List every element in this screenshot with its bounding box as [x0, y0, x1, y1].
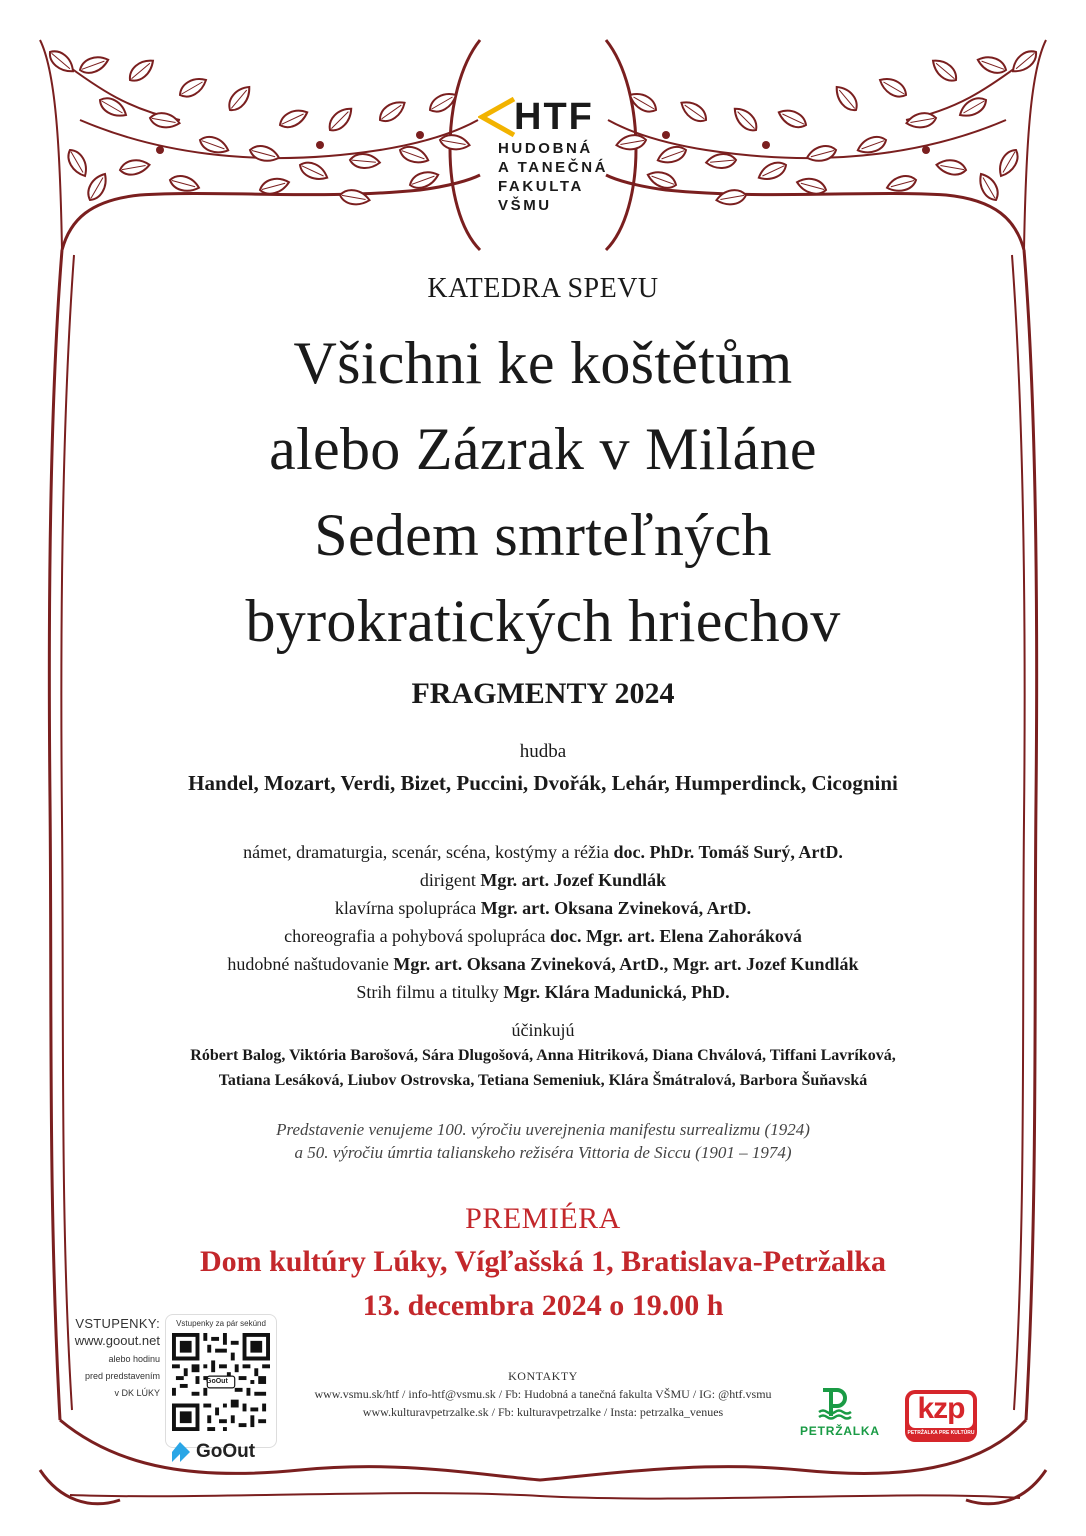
- composers: Handel, Mozart, Verdi, Bizet, Puccini, Dvořák, Lehár, Humperdinck, Cicognini: [188, 771, 898, 795]
- kzp-logo[interactable]: [903, 1388, 979, 1444]
- credit-role: choreografia a pohybová spolupráca: [284, 926, 546, 946]
- music-label: hudba: [519, 741, 567, 762]
- premiere-venue: Dom kultúry Lúky, Vígľašská 1, Bratislava-Petržalka: [199, 1245, 887, 1278]
- credit-name: doc. Mgr. art. Elena Zahoráková: [550, 926, 802, 946]
- title-line-1: Všichni ke koštětům: [293, 330, 793, 396]
- credit-line: [0, 866, 1086, 894]
- triangle-logo-icon: [478, 95, 518, 139]
- dedication-line-1: Predstavenie venujeme 100. výročiu uverejnenia manifestu surrealizmu (1924): [276, 1120, 810, 1139]
- credit-line: [0, 922, 1086, 950]
- festival-name: FRAGMENTY 2024: [411, 677, 675, 710]
- credit-role: Strih filmu a titulky: [356, 982, 499, 1002]
- title-line-4: byrokratických hriechov: [245, 588, 841, 654]
- tickets-alt-line: v DK LÚKY: [114, 1388, 160, 1398]
- credit-name: Mgr. art. Oksana Zvineková, ArtD.: [480, 898, 752, 918]
- tickets-alt-line: alebo hodinu: [108, 1354, 160, 1364]
- htf-mark: HTF: [514, 95, 594, 138]
- credit-role: námet, dramaturgia, scenár, scéna, kostýmy a réžia: [243, 842, 609, 862]
- petrzalka-label: PETRŽALKA: [800, 1424, 880, 1438]
- qr-badge: GoOut: [206, 1378, 228, 1385]
- petrzalka-emblem-icon: [817, 1386, 853, 1420]
- cast-line-1: Róbert Balog, Viktória Barošová, Sára Dlugošová, Anna Hitriková, Diana Chválová, Tiffani Lavríková,: [190, 1047, 896, 1064]
- kzp-label: kzp: [917, 1392, 965, 1425]
- faculty-line-4: VŠMU: [498, 197, 552, 214]
- credit-role: dirigent: [419, 870, 476, 890]
- faculty-line-2: A TANEČNÁ: [498, 159, 609, 176]
- credit-name: Mgr. art. Oksana Zvineková, ArtD., Mgr. art. Jozef Kundlák: [393, 954, 859, 974]
- credit-role: hudobné naštudovanie: [227, 954, 389, 974]
- htf-logo: [478, 95, 638, 215]
- department: KATEDRA SPEVU: [427, 273, 659, 304]
- goout-logo[interactable]: [168, 1440, 255, 1464]
- faculty-line-1: HUDOBNÁ: [498, 140, 593, 157]
- goout-label: GoOut: [196, 1441, 256, 1462]
- tickets-alt-line: pred predstavením: [84, 1371, 160, 1381]
- credit-name: doc. PhDr. Tomáš Surý, ArtD.: [613, 842, 843, 862]
- credit-line: [0, 950, 1086, 978]
- goout-icon: [168, 1440, 192, 1464]
- credit-line: [0, 838, 1086, 866]
- qr-caption: Vstupenky za pár sekúnd: [176, 1319, 266, 1328]
- premiere-label: PREMIÉRA: [465, 1202, 621, 1235]
- contacts-line-2[interactable]: www.kulturavpetrzalke.sk / Fb: kulturavpetrzalke / Insta: petrzalka_venues: [362, 1405, 724, 1419]
- contacts-heading: KONTAKTY: [508, 1369, 578, 1383]
- faculty-line-3: FAKULTA: [498, 178, 584, 195]
- title-line-2: alebo Zázrak v Miláne: [269, 416, 817, 482]
- credit-line: [0, 894, 1086, 922]
- kzp-sublabel: PETRŽALKA PRE KULTÚRU: [907, 1430, 975, 1436]
- tickets-label: VSTUPENKY:: [75, 1316, 160, 1331]
- contacts-line-1[interactable]: www.vsmu.sk/htf / info-htf@vsmu.sk / Fb: Hudobná a tanečná fakulta VŠMU / IG: @htf.vsmu: [314, 1387, 772, 1401]
- cast-line-2: Tatiana Lesáková, Liubov Ostrovska, Tetiana Semeniuk, Klára Šmátralová, Barbora Šuňavská: [218, 1072, 868, 1089]
- credit-line: [0, 978, 1086, 1006]
- premiere-date: 13. decembra 2024 o 19.00 h: [362, 1289, 724, 1322]
- credit-role: klavírna spolupráca: [334, 898, 477, 918]
- tickets-site[interactable]: www.goout.net: [74, 1333, 160, 1348]
- cast-label: účinkujú: [511, 1020, 575, 1040]
- petrzalka-logo[interactable]: [800, 1386, 880, 1438]
- title-line-3: Sedem smrteľných: [314, 502, 772, 568]
- dedication-line-2: a 50. výročiu úmrtia talianskeho režiséra Vittoria de Siccu (1901 – 1974): [294, 1143, 792, 1162]
- credit-name: Mgr. art. Jozef Kundlák: [480, 870, 667, 890]
- credit-name: Mgr. Klára Madunická, PhD.: [503, 982, 730, 1002]
